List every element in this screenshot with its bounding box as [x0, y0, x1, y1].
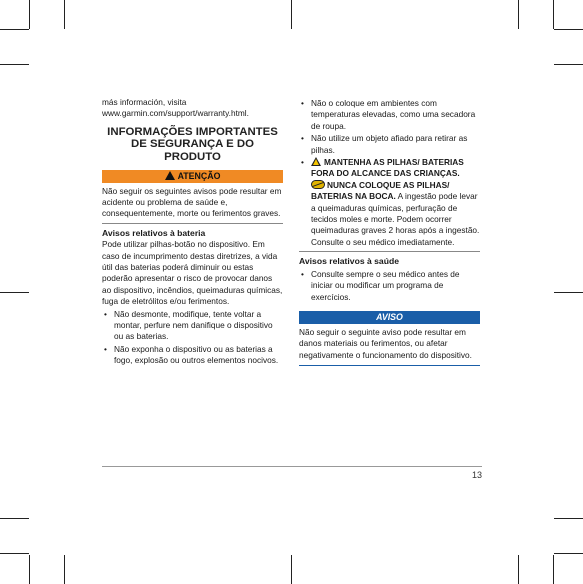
crop-mark [554, 518, 583, 519]
notice-divider [299, 365, 480, 366]
divider [299, 251, 480, 252]
crop-mark [0, 64, 29, 65]
crop-mark [291, 0, 292, 29]
crop-mark [518, 555, 519, 584]
intro-text: más información, visita www.garmin.com/support/warranty.html. [102, 97, 249, 119]
crop-mark [64, 0, 65, 29]
battery-list [102, 309, 283, 367]
no-mouth-bold-text: NUNCA COLOQUE AS PILHAS/ BATERIAS NA BOCA. [311, 179, 450, 202]
caution-text: Não seguir os seguintes avisos pode resultar em acidente ou problema de saúde e, consequentemente, morte ou ferimentos graves. [102, 185, 282, 219]
crop-mark [29, 555, 30, 584]
crop-mark [0, 29, 29, 30]
crop-mark [0, 292, 29, 293]
right-column [299, 97, 480, 366]
page-number: 13 [471, 470, 482, 480]
notice-text: Não seguir o seguinte aviso pode resultar em danos materiais ou ferimentos, ou afetar negativamente o funcionamento do dispositivo. [299, 326, 472, 360]
list-item: • Não desmonte, modifique, tente voltar a montar, perfure nem danifique o dispositivo ou as baterias. [102, 309, 283, 343]
crop-mark [291, 555, 292, 584]
crop-mark [553, 555, 554, 584]
battery-heading: Avisos relativos à bateria [102, 227, 206, 238]
crop-mark [554, 292, 583, 293]
crop-mark [0, 553, 29, 554]
caution-banner [102, 170, 283, 183]
notice-label: AVISO [376, 311, 403, 322]
battery-text: Pode utilizar pilhas-botão no dispositivo. Em caso de incumprimento destas diretrizes, a vida útil das baterias poderá diminuir ou estas poderão apresentar o risco de provocar danos ao dispositivo, incêndios, queimaduras químicas, fuga de eletrólitos e/ou ferimentos. [102, 239, 283, 307]
list-item: • Não utilize um objeto afiado para retirar as pilhas. [299, 133, 480, 156]
list-item: • Consulte sempre o seu médico antes de iniciar ou modificar um programa de exercícios. [299, 269, 480, 303]
crop-mark [0, 518, 29, 519]
keep-away-text: MANTENHA AS PILHAS/ BATERIAS FORA DO ALCANCE DAS CRIANÇAS. [311, 157, 464, 179]
left-column [102, 97, 283, 368]
warning-triangle-icon [311, 157, 321, 166]
crop-mark [554, 553, 583, 554]
footer-rule [102, 466, 482, 467]
health-heading: Avisos relativos à saúde [299, 256, 399, 267]
warning-triangle-icon [165, 171, 175, 180]
list-item-keep-away [299, 157, 480, 248]
list-item: • Não exponha o dispositivo ou as baterias a fogo, explosão ou outros elementos nocivos. [102, 344, 283, 367]
divider [102, 223, 283, 224]
caution-label: ATENÇÃO [177, 170, 221, 181]
crop-mark [554, 64, 583, 65]
crop-mark [518, 0, 519, 29]
crop-mark [554, 29, 583, 30]
no-mouth-icon [311, 180, 325, 189]
crop-mark [29, 0, 30, 29]
battery-list-continued [299, 98, 480, 248]
notice-banner [299, 311, 480, 324]
crop-mark [64, 555, 65, 584]
no-mouth-text: A ingestão pode levar a queimaduras químicas, perfuração de tecidos moles e morte. Podem ocorrer queimaduras graves 2 horas após a ingestão. Consulte o seu médico imediatamente. [311, 191, 480, 247]
section-heading: INFORMAÇÕES IMPORTANTES DE SEGURANÇA E DO PRODUTO [107, 125, 278, 163]
list-item: • Não o coloque em ambientes com temperaturas elevadas, como uma secadora de roupa. [299, 98, 480, 132]
health-list [299, 269, 480, 303]
crop-mark [553, 0, 554, 29]
